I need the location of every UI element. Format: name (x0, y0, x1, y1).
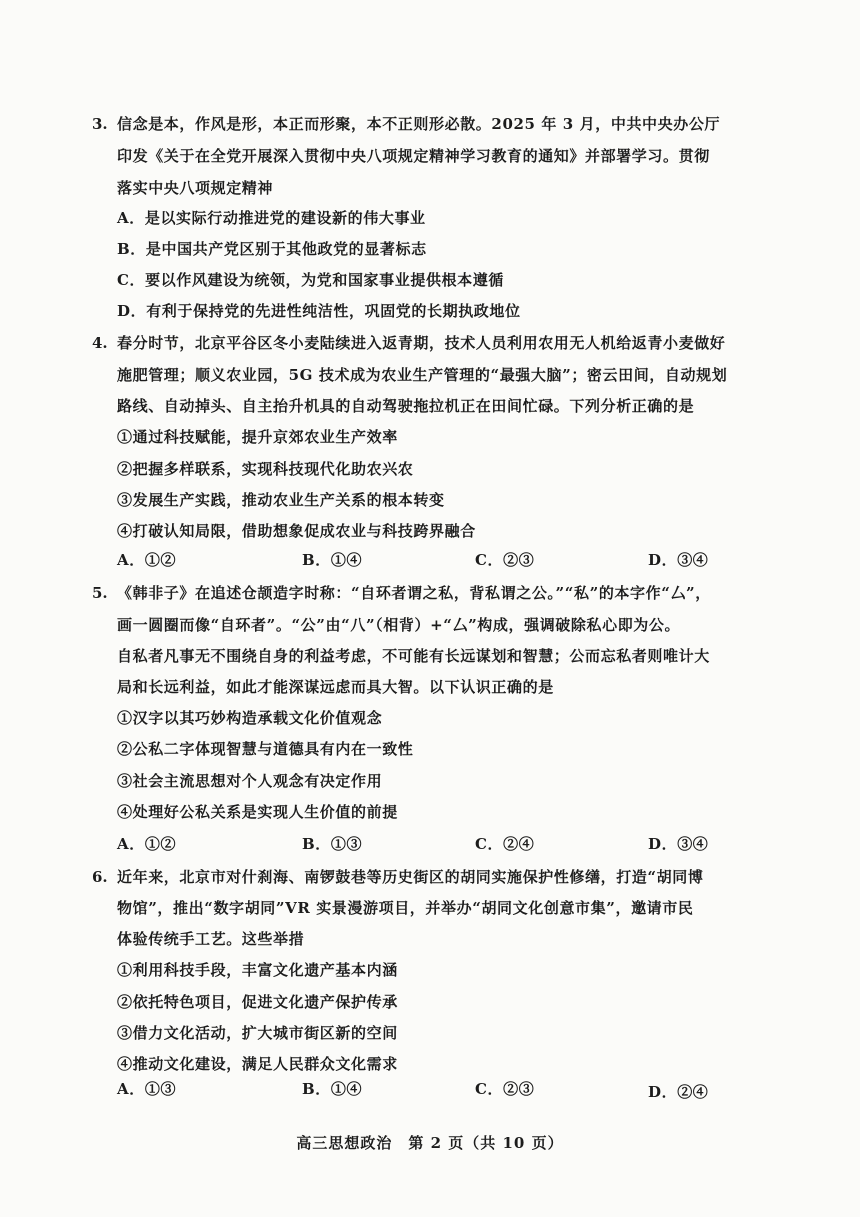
statement-4: ④推动文化建设，满足人民群众文化需求 (117, 1055, 398, 1073)
question-number: 6. (92, 868, 108, 886)
choice-c: C．②④ (475, 835, 535, 853)
question-stem-line: 局和长远利益，如此才能深谋远虑而具大智。以下认识正确的是 (117, 678, 554, 696)
choice-d: D．③④ (648, 835, 709, 853)
statement-3: ③社会主流思想对个人观念有决定作用 (117, 772, 383, 790)
statement-3: ③借力文化活动，扩大城市街区新的空间 (117, 1024, 398, 1042)
question-stem-line: 《韩非子》在追述仓颉造字时称：“自环者谓之私，背私谓之公。”“私”的本字作“厶”， (117, 584, 711, 602)
statement-3: ③发展生产实践，推动农业生产关系的根本转变 (117, 491, 445, 509)
statement-2: ②公私二字体现智慧与道德具有内在一致性 (117, 740, 414, 758)
statement-1: ①利用科技手段，丰富文化遗产基本内涵 (117, 961, 398, 979)
question-stem-line: 春分时节，北京平谷区冬小麦陆续进入返青期，技术人员利用农用无人机给返青小麦做好 (117, 334, 726, 352)
question-stem-line: 施肥管理；顺义农业园，5G 技术成为农业生产管理的“最强大脑”；密云田间，自动规划 (117, 366, 728, 384)
question-stem-line: 物馆”，推出“数字胡同”VR 实景漫游项目，并举办“胡同文化创意市集”，邀请市民 (117, 899, 694, 917)
question-number: 5. (92, 584, 108, 602)
statement-1: ①通过科技赋能，提升京郊农业生产效率 (117, 428, 398, 446)
question-stem-line: 自私者凡事无不围绕自身的利益考虑，不可能有长远谋划和智慧；公而忘私者则唯计大 (117, 647, 710, 665)
question-stem-line: 信念是本，作风是形，本正而形聚，本不正则形必散。2025 年 3 月，中共中央办公厅 (117, 115, 721, 133)
choice-a: A．①③ (117, 1080, 177, 1098)
question-stem-line: 印发《关于在全党开展深入贯彻中央八项规定精神学习教育的通知》并部署学习。贯彻 (117, 147, 710, 165)
option-c: C．要以作风建设为统领，为党和国家事业提供根本遵循 (117, 271, 504, 289)
statement-2: ②依托特色项目，促进文化遗产保护传承 (117, 993, 398, 1011)
question-stem-line: 近年来，北京市对什刹海、南锣鼓巷等历史街区的胡同实施保护性修缮，打造“胡同博 (117, 868, 704, 886)
question-stem-line: 落实中央八项规定精神 (117, 179, 274, 197)
choice-d: D．②④ (648, 1083, 709, 1101)
statement-4: ④处理好公私关系是实现人生价值的前提 (117, 803, 398, 821)
page-footer: 高三思想政治 第 2 页（共 10 页） (296, 1134, 564, 1152)
choice-a: A．①② (117, 551, 177, 569)
statement-1: ①汉字以其巧妙构造承载文化价值观念 (117, 709, 383, 727)
question-number: 3. (92, 115, 108, 133)
statement-2: ②把握多样联系，实现科技现代化助农兴农 (117, 460, 414, 478)
option-d: D．有利于保持党的先进性纯洁性，巩固党的长期执政地位 (117, 302, 521, 320)
statement-4: ④打破认知局限，借助想象促成农业与科技跨界融合 (117, 522, 476, 540)
choice-b: B．①③ (302, 835, 363, 853)
question-stem-line: 体验传统手工艺。这些举措 (117, 930, 305, 948)
option-a: A．是以实际行动推进党的建设新的伟大事业 (117, 209, 426, 227)
choice-b: B．①④ (302, 551, 363, 569)
choice-b: B．①④ (302, 1080, 363, 1098)
choice-c: C．②③ (475, 1080, 535, 1098)
choice-a: A．①② (117, 835, 177, 853)
question-stem-line: 画一圆圈而像“自环者”。“公”由“八”（相背）+“厶”构成，强调破除私心即为公。 (117, 616, 681, 634)
option-b: B．是中国共产党区别于其他政党的显著标志 (117, 240, 427, 258)
question-number: 4. (92, 334, 108, 352)
choice-c: C．②③ (475, 551, 535, 569)
question-stem-line: 路线、自动掉头、自主抬升机具的自动驾驶拖拉机正在田间忙碌。下列分析正确的是 (117, 397, 695, 415)
choice-d: D．③④ (648, 551, 709, 569)
